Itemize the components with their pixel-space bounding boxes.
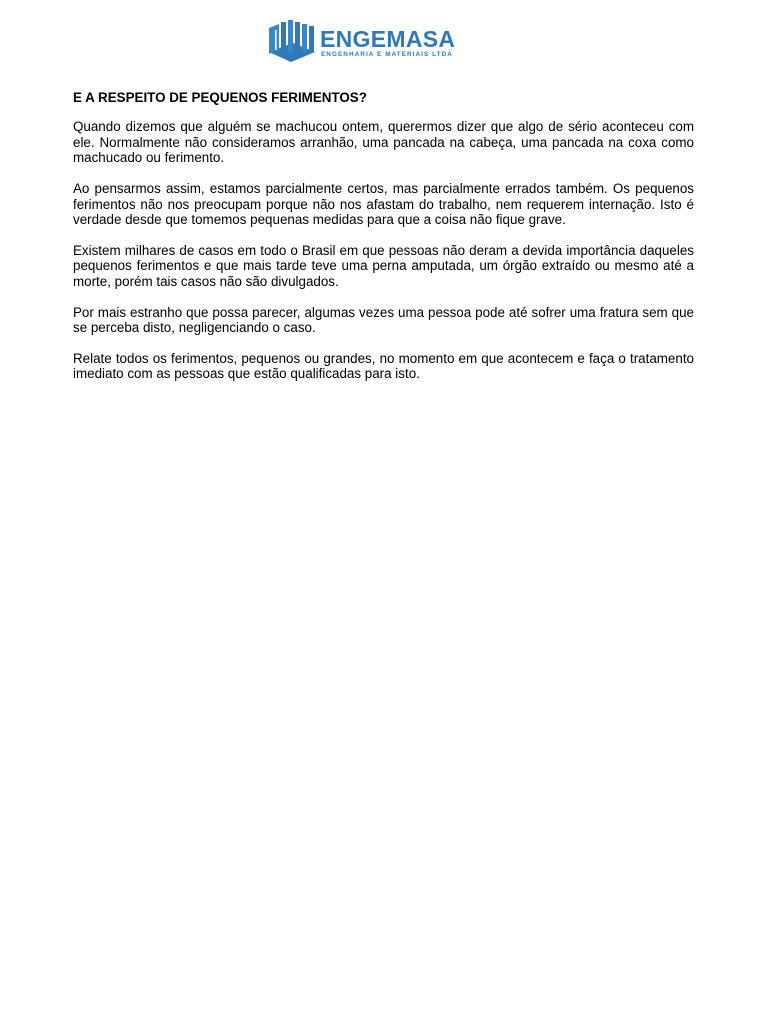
paragraph-3: Existem milhares de casos em todo o Brasil em que pessoas não deram a devida importância daqueles pequenos ferimentos e que mais tarde teve uma perna amputada, um órgão extraído ou mesmo até a morte, porém tais casos não são divulgados. [73,242,694,289]
logo-tagline: ENGENHARIA E MATERIAIS LTDA [321,51,453,58]
paragraph-2: Ao pensarmos assim, estamos parcialmente certos, mas parcialmente errados também. Os pequenos ferimentos não nos preocupam porque não nos afastam do trabalho, nem requerem internação. Isto é verdade desde que tomemos pequenas medidas para que a coisa não fique grave. [73,181,694,227]
building-logo-icon [267,18,317,64]
paragraph-4: Por mais estranho que possa parecer, algumas vezes uma pessoa pode até sofrer uma fratura sem que se perceba disto, negligenciando o caso. [73,304,694,335]
logo-wordmark: ENGEMASA [320,26,456,52]
company-logo [267,18,467,64]
document-title: E A RESPEITO DE PEQUENOS FERIMENTOS? [73,90,367,105]
paragraph-5: Relate todos os ferimentos, pequenos ou grandes, no momento em que acontecem e faça o tratamento imediato com as pessoas que estão qualificadas para isto. [73,350,694,382]
document-body [73,90,694,397]
paragraph-1: Quando dizemos que alguém se machucou ontem, querermos dizer que algo de sério aconteceu com ele. Normalmente não consideramos arranhão, uma pancada na cabeça, uma pancada na coxa como machucado ou ferimento. [73,119,694,166]
